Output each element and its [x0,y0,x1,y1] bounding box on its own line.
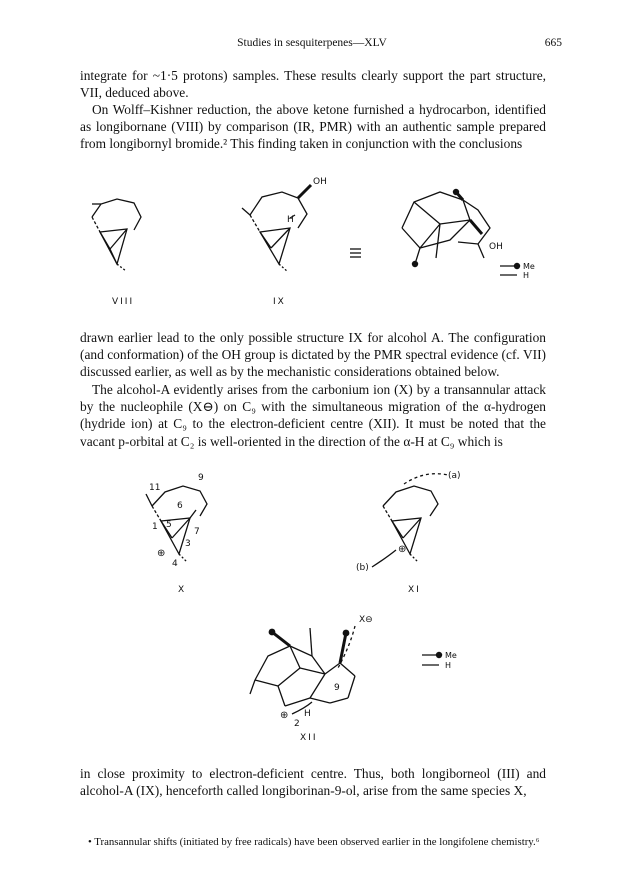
methyl-dot-icon [453,189,459,195]
ix-h-label: H [287,215,294,225]
num-11: 11 [149,483,161,493]
x-minus-label: X⊖ [359,615,373,625]
path-b-label: (b) [356,563,369,573]
methyl-dot-icon [412,261,418,267]
structure-xi [372,474,448,567]
legend-me-dot-icon [436,652,442,658]
structure-ix [242,185,311,272]
paragraph-1: integrate for ~1·5 protons) samples. These results clearly support the part structure, VII, deduced above. [80,68,546,101]
footnote: • Transannular shifts (initiated by free radicals) have been observed earlier in the longifolene chemistry.⁶ [88,836,540,848]
xii-num-9: 9 [334,683,340,693]
paragraph-3: drawn earlier lead to the only possible structure IX for alcohol A. The configuration (and conformation) of the OH group is dictated by the PMR spectral evidence (cf. VII) discussed earlier, as well as by the mechanistic considerations obtained below. [80,330,546,380]
legend-me-label: Me [523,262,535,271]
legend-me-dot-icon [514,263,520,269]
num-9: 9 [198,473,204,483]
x-plus-charge: ⊕ [157,548,166,559]
label-xi: XI [408,585,421,595]
stereo-oh-label: OH [489,242,503,252]
xii-h-label: H [304,709,311,719]
figure-x-xi [0,466,624,616]
num-1: 1 [152,522,158,532]
methyl-dot-icon [269,629,276,636]
ix-oh-label: OH [313,177,327,187]
num-3: 3 [185,539,191,549]
label-ix: IX [273,297,286,307]
figure-viii-ix [0,170,624,340]
num-4: 4 [172,559,178,569]
structure-viii [92,199,141,271]
num-5: 5 [166,520,172,530]
xii-num-2: 2 [294,719,300,729]
num-7: 7 [194,527,200,537]
legend-me-label: Me [445,651,457,660]
label-viii: VIII [112,297,135,307]
num-6: 6 [177,501,183,511]
xi-plus-charge: ⊕ [398,544,407,555]
path-a-label: (a) [448,471,461,481]
methyl-dot-icon [343,630,350,637]
paragraph-4: The alcohol-A evidently arises from the carbonium ion (X) by a transannular attack by the nucleophile (X⊖) on C₉ with the simultaneous migration of the α-hydrogen (hydride ion) at C₉ to the electron-deficient centre (XII). It must be noted that the vacant p-orbital at C₂ is well-oriented in the direction of the α-H at C₉ which is [80,382,546,449]
running-title: Studies in sesquiterpenes—XLV [237,37,387,49]
paragraph-5: in close proximity to electron-deficient centre. Thus, both longiborneol (III) and alcohol-A (IX), henceforth called longiborinan-9-ol, arise from the same species X, [80,766,546,799]
paragraph-2: On Wolff–Kishner reduction, the above ketone furnished a hydrocarbon, identified as longibornane (VIII) by comparison (IR, PMR) with an authentic sample prepared from longibornyl bromide.² This finding taken in conjunction with the conclusions [80,102,546,152]
page-number: 665 [544,37,562,49]
figure-xii [0,608,624,748]
structure-ix-stereo [402,192,490,264]
legend-h-label: H [523,271,530,280]
legend-h-label: H [445,661,452,670]
label-x: X [178,585,187,595]
label-xii: XII [300,733,318,743]
xii-plus-charge: ⊕ [280,710,289,721]
structure-xii [250,626,439,714]
